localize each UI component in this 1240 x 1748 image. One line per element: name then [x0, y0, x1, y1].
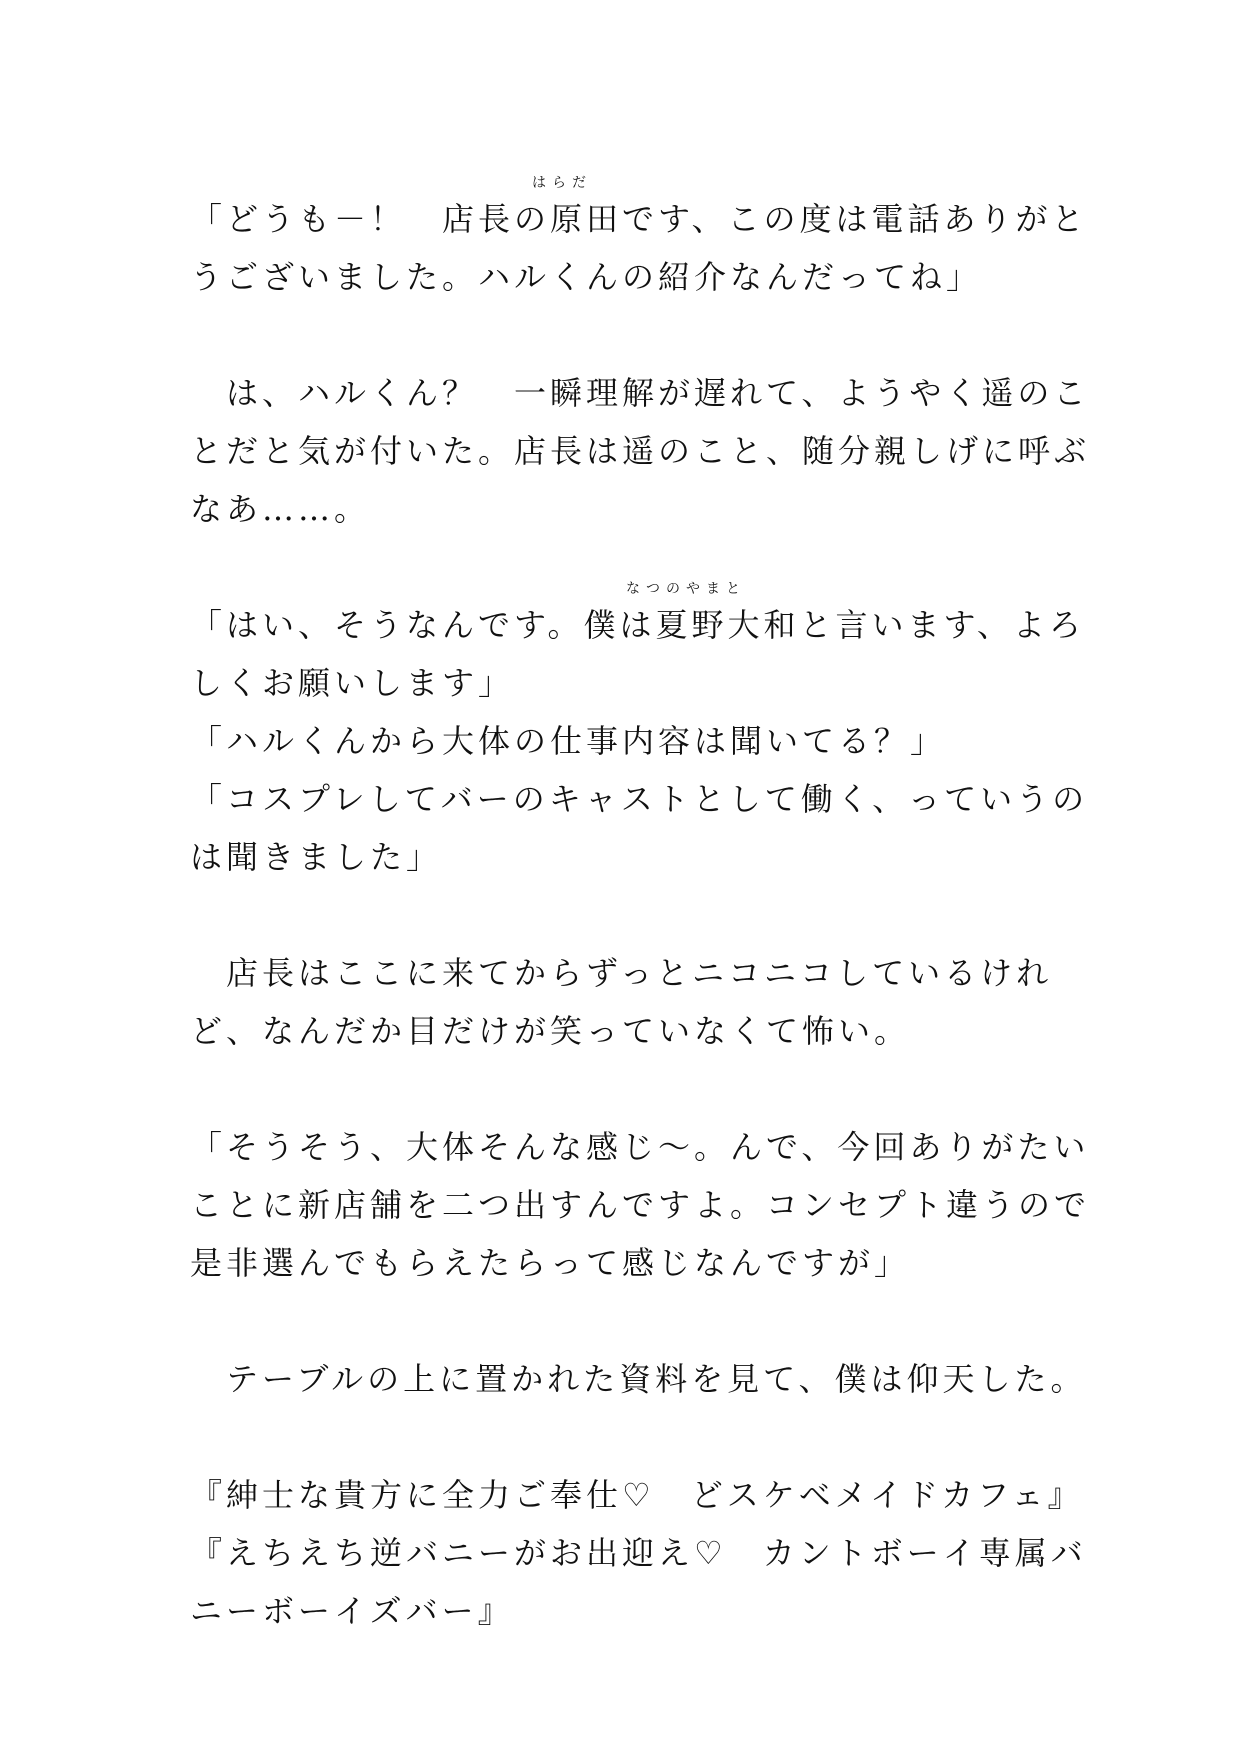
paragraph [190, 1466, 1087, 1640]
text-line [190, 480, 1070, 538]
line-text: は聞きました」 [190, 838, 443, 876]
text-line [190, 712, 1070, 770]
document-page [190, 175, 1091, 1640]
paragraph-gap [190, 1292, 1070, 1350]
text-line [190, 581, 1085, 654]
paragraph [190, 364, 1091, 538]
text-line [190, 1118, 1090, 1176]
line-text: なあ……。 [190, 490, 371, 528]
furigana-harada: はらだ [532, 175, 592, 191]
text-line [190, 828, 1070, 886]
text-line [190, 175, 1088, 248]
paragraph [190, 581, 1089, 886]
text-line [190, 422, 1091, 480]
line-text: は、ハルくん？ 一瞬理解が遅れて、ようやく遥のこ [190, 374, 1090, 412]
text-line [190, 1350, 1087, 1408]
text-line [190, 944, 1070, 1002]
line-text: 店長はここに来てからずっとニコニコしているけれ [190, 954, 1053, 992]
text-line [190, 1176, 1091, 1234]
line-text: とだと気が付いた。店長は遥のこと、随分親しげに呼ぶ [190, 432, 1091, 470]
line-text: テーブルの上に置かれた資料を見て、僕は仰天した。 [190, 1360, 1087, 1398]
line-text: 「どうも－！ 店長の原田です、この度は電話ありがと [190, 200, 1088, 238]
line-text: 『えちえち逆バニーがお出迎え♡ カントボーイ専属バ [190, 1534, 1087, 1572]
paragraph-gap [190, 306, 1070, 364]
text-line [190, 1524, 1087, 1582]
text-line [190, 1002, 1070, 1060]
paragraph [190, 175, 1088, 306]
line-text: 「ハルくんから大体の仕事内容は聞いてる？」 [190, 722, 947, 760]
line-text: しくお願いします」 [190, 664, 515, 702]
furigana-natsuno-yamato: なつのやまと [626, 581, 746, 597]
text-line [190, 1466, 1084, 1524]
line-text: 「コスプレしてバーのキャストとして働く、っていうの [190, 780, 1089, 818]
line-text: 『紳士な貴方に全力ご奉仕♡ どスケベメイドカフェ』 [190, 1476, 1084, 1514]
text-line [190, 248, 1070, 306]
paragraph-gap [190, 886, 1070, 944]
text-line [190, 1234, 1070, 1292]
line-text: ことに新店舗を二つ出すんですよ。コンセプト違うので [190, 1186, 1091, 1224]
text-line [190, 770, 1089, 828]
paragraph-gap [190, 1060, 1070, 1118]
line-text: ニーボーイズバー』 [190, 1592, 514, 1630]
text-line [190, 654, 1070, 712]
line-text: 是非選んでもらえたらって感じなんですが」 [190, 1244, 911, 1282]
text-line [190, 364, 1090, 422]
line-text: ど、なんだか目だけが笑っていなくて怖い。 [190, 1012, 911, 1050]
text-line [190, 1582, 1070, 1640]
paragraph [190, 944, 1070, 1060]
line-text: 「そうそう、大体そんな感じ～。んで、今回ありがたい [190, 1128, 1090, 1166]
line-text: 「はい、そうなんです。僕は夏野大和と言います、よろ [190, 606, 1085, 644]
paragraph-gap [190, 1408, 1070, 1466]
paragraph [190, 1350, 1087, 1408]
paragraph [190, 1118, 1091, 1292]
line-text: うございました。ハルくんの紹介なんだってね」 [190, 258, 983, 296]
